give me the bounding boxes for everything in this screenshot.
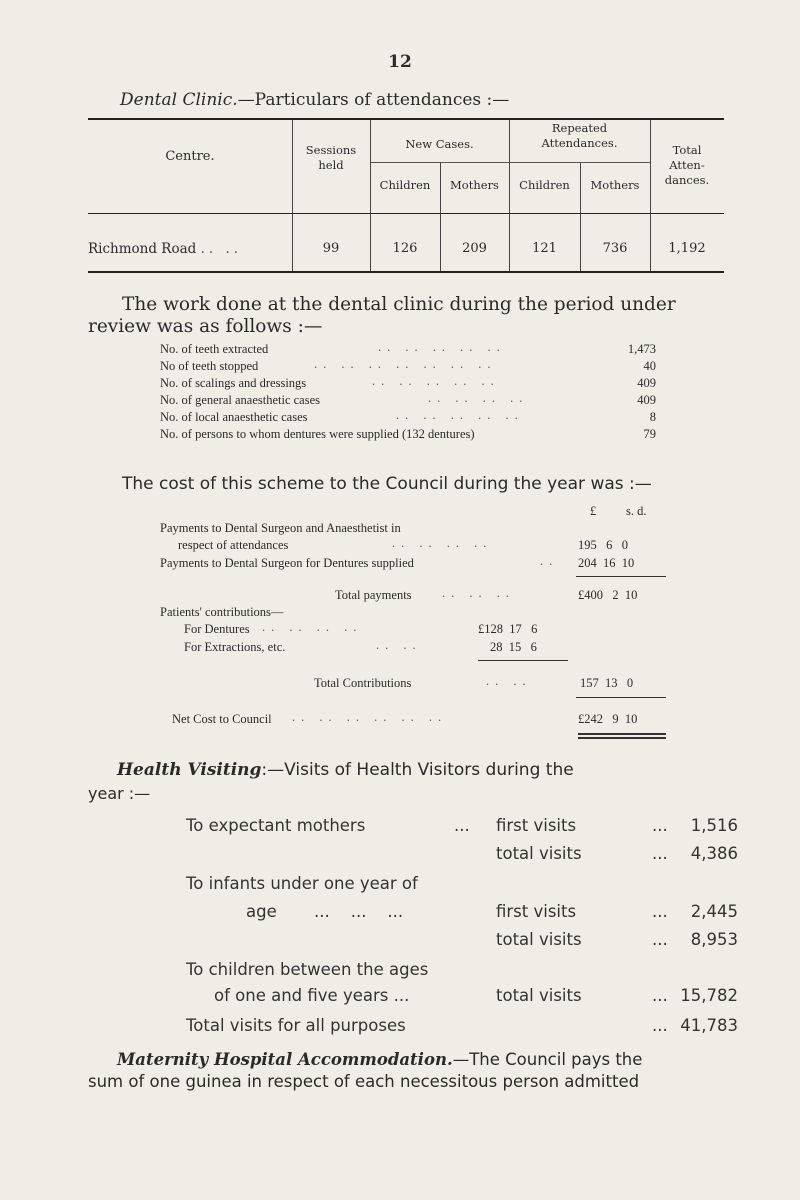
table-header-rule [88,213,724,214]
work-item-value: 1,473 [627,342,656,356]
leader-dots: ... [652,816,668,835]
work-intro-line2: review was as follows :— [88,316,323,337]
table-top-rule [88,118,724,120]
sub-new-mothers: Mothers [450,178,499,192]
leader-dots: ... [652,844,668,863]
all-visits-label: Total visits for all purposes [186,1016,406,1035]
health-visiting-heading-rest: :—Visits of Health Visitors during the [261,760,574,780]
leader-dots: .. .. [486,674,532,688]
leader-dots: ... [652,1016,668,1035]
health-visiting-heading [117,760,574,780]
leader-dots: .. .. .. .. [428,391,529,405]
leader-dots: .. .. .. .. .. .. .. [314,357,497,371]
work-item-value: 40 [643,359,656,373]
maternity-text-line2: sum of one guinea in respect of each necessitous person admitted [88,1072,640,1091]
expectant-first-value: 1,516 [690,816,738,835]
work-item-label: No. of teeth extracted [160,342,269,356]
payment-1-line1: Payments to Dental Surgeon and Anaesthetist in [160,521,401,535]
page-number: 12 [388,52,412,72]
contributions-rule [478,660,568,661]
children-label-line1: To children between the ages [186,960,429,979]
health-visiting-heading-line2: year :— [88,784,151,803]
header-sessions-line2: held [318,158,344,172]
leader-dots: .. .. .. .. .. [372,374,500,388]
work-item-label: No. of persons to whom dentures were supplied (132 dentures) [160,427,475,441]
leader-dots: .. .. .. .. [392,536,493,550]
table-bottom-rule [88,271,724,273]
net-double-rule [578,737,666,739]
row-rep-mothers: 736 [602,241,628,256]
infants-total-value: 8,953 [690,930,738,949]
header-repeated-line2: Attendances. [541,136,618,150]
work-item-label: No. of local anaesthetic cases [160,410,308,424]
col-shillings-pence: s. d. [626,504,647,518]
header-repeated [509,121,650,151]
row-total: 1,192 [668,241,706,256]
work-item [160,359,258,374]
dentures-amount: £128 17 6 [478,622,538,636]
work-item-label: No. of scalings and dressings [160,376,307,390]
payment-1-line2: respect of attendances [178,538,289,552]
payment-2-amount: 204 16 10 [578,556,635,570]
cost-intro: The cost of this scheme to the Council during the year was :— [122,474,652,494]
net-cost-amount: £242 9 10 [578,712,638,726]
work-item-value: 409 [637,376,656,390]
leader-dots: .. .. [376,638,422,652]
leader-dots: .. .. .. .. .. [378,340,506,354]
leader-dots: .. [540,554,559,568]
header-new-cases: New Cases. [405,137,474,151]
children-total-label: total visits [496,986,582,1005]
work-item-value: 79 [643,427,656,441]
col-pounds: £ [590,504,597,518]
subheader-rule [370,162,650,163]
row-rep-children: 121 [532,241,557,256]
header-sessions-line1: Sessions [305,143,357,157]
work-item [160,427,475,442]
header-centre: Centre. [165,149,215,164]
leader-dots: ... [652,902,668,921]
row-centre: Richmond Road .. .. [88,241,243,257]
expectant-first-label: first visits [496,816,577,835]
infants-first-value: 2,445 [690,902,738,921]
leader-dots: .. .. .. .. [262,620,363,634]
total-contributions-amount: 157 13 0 [580,676,634,690]
payment-1-amount: 195 6 0 [578,538,628,552]
total-payments-amount: £400 2 10 [578,588,638,602]
leader-dots: ... [652,930,668,949]
maternity-heading-italic: Maternity Hospital Accommodation. [117,1050,453,1069]
children-total-value: 15,782 [680,986,738,1005]
payment-2-label: Payments to Dental Surgeon for Dentures supplied [160,556,414,570]
maternity-heading [117,1050,642,1069]
work-item-label: No. of general anaesthetic cases [160,393,320,407]
dental-clinic-heading [120,90,509,110]
header-sessions [292,143,370,173]
expectant-total-label: total visits [496,844,582,863]
sub-rep-children: Children [519,178,570,192]
attendance-table [88,115,724,273]
infants-label-line2: age [246,902,277,921]
total-payments-label: Total payments [335,588,412,602]
work-item-value: 8 [649,410,656,424]
work-item [160,376,306,391]
work-item [160,342,268,357]
dental-clinic-heading-italic: Dental Clinic. [120,90,238,110]
total-contributions-label: Total Contributions [314,676,412,690]
extractions-label: For Extractions, etc. [184,640,286,654]
work-item [160,410,308,425]
infants-total-label: total visits [496,930,582,949]
leader-dots: .. .. .. .. .. [396,408,524,422]
children-label-line2: of one and five years ... [214,986,410,1005]
leader-dots: ... [454,816,470,835]
work-item [160,393,320,408]
all-visits-value: 41,783 [680,1016,738,1035]
header-total [650,143,724,188]
dental-clinic-heading-rest: —Particulars of attendances :— [237,90,510,110]
leader-dots: .. .. .. .. .. .. [292,710,448,724]
work-item-value: 409 [637,393,656,407]
dentures-label: For Dentures [184,622,250,636]
header-total-line1: Total [672,143,702,157]
leader-dots: ... [652,986,668,1005]
net-cost-label: Net Cost to Council [172,712,272,726]
subtotal-rule [576,576,666,577]
row-new-mothers: 209 [462,241,487,256]
row-new-children: 126 [392,241,418,256]
net-double-rule [578,733,666,735]
health-visiting-heading-italic: Health Visiting [117,760,262,780]
infants-first-label: first visits [496,902,577,921]
work-intro-line1: The work done at the dental clinic during the period under [122,294,676,315]
extractions-amount: 28 15 6 [490,640,537,654]
work-item-label: No of teeth stopped [160,359,259,373]
maternity-text-line1: —The Council pays the [452,1050,643,1069]
row-centre-name: Richmond Road [88,241,197,257]
contributions-label: Patients' contributions— [160,605,284,619]
leader-dots: .. .. .. [442,586,515,600]
header-repeated-line1: Repeated [551,121,608,135]
net-top-rule [576,697,666,698]
row-sessions: 99 [322,241,340,256]
infants-label-line1: To infants under one year of [186,874,418,893]
expectant-label: To expectant mothers [186,816,366,835]
header-total-line2: Atten- [669,158,705,172]
header-total-line3: dances. [664,173,710,187]
leader-dots: ... ... ... [314,902,404,921]
sub-new-children: Children [379,178,431,192]
sub-rep-mothers: Mothers [590,178,640,192]
expectant-total-value: 4,386 [690,844,738,863]
